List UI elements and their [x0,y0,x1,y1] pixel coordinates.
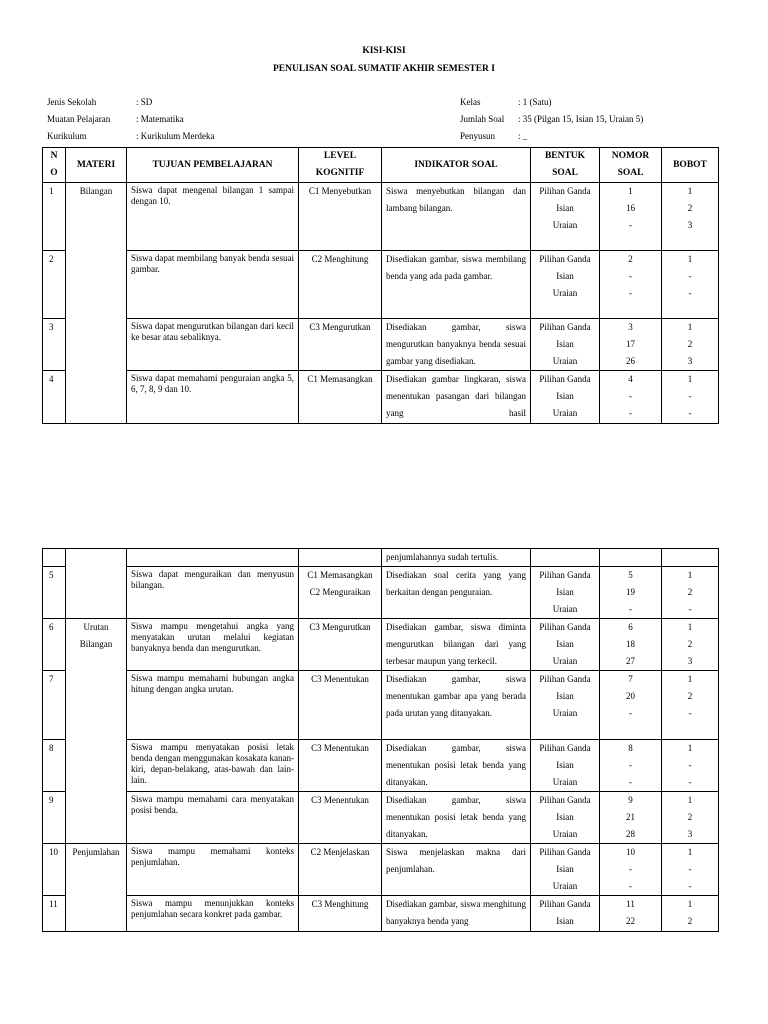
row-no: 7 [43,671,66,740]
indikator-cell: Disediakan gambar, siswa mengurutkan banyaknya benda sesuai gambar yang disediakan. [382,319,531,371]
nomor-cell: 10 - - [600,844,662,896]
indikator-cell: Disediakan gambar, siswa menghitung banyaknya benda yang [382,896,531,932]
meta-kelas-label: Kelas [460,97,481,107]
indikator-cell: Siswa menyebutkan bilangan dan lambang bilangan. [382,183,531,251]
nomor-cell: 6 18 27 [600,619,662,671]
bobot-cell: 1 2 - [662,567,719,619]
level-cell: C3 Menentukan [299,792,382,844]
nomor-cell: 5 19 - [600,567,662,619]
materi-cell [66,549,127,619]
header-bentuk: BENTUK SOAL [531,148,600,183]
tujuan-cell: Siswa mampu memahami hubungan angka hitung dengan angka urutan. [127,671,299,740]
row-no [43,549,66,567]
bobot-cell: 1 2 - [662,671,719,740]
row-no: 9 [43,792,66,844]
level-cell: C2 Menjelaskan [299,844,382,896]
bobot-cell: 1 - - [662,740,719,792]
meta-jumlah-value: : 35 (Pilgan 15, Isian 15, Uraian 5) [518,114,644,124]
bobot-cell: 1 2 [662,896,719,932]
bentuk-cell: Pilihan Ganda Isian Uraian [531,319,600,371]
indikator-cell: Disediakan gambar, siswa menentukan posisi letak benda yang ditanyakan. [382,740,531,792]
bobot-cell: 1 2 3 [662,319,719,371]
meta-penyusun-label: Penyusun [460,131,496,141]
header-indikator: INDIKATOR SOAL [382,148,531,183]
nomor-cell: 8 - - [600,740,662,792]
level-cell: C1 Menyebutkan [299,183,382,251]
nomor-cell: 1 16 - [600,183,662,251]
bobot-cell: 1 2 3 [662,183,719,251]
document-subtitle: PENULISAN SOAL SUMATIF AKHIR SEMESTER I [273,64,495,74]
bentuk-cell: Pilihan Ganda Isian Uraian [531,251,600,319]
bentuk-cell: Pilihan Ganda Isian Uraian [531,567,600,619]
row-no: 4 [43,371,66,424]
table-row [43,567,719,619]
table-row [43,671,719,740]
nomor-cell: 7 20 - [600,671,662,740]
level-cell: C3 Menentukan [299,671,382,740]
table-row [43,619,719,671]
tujuan-cell: Siswa mampu menunjukkan konteks penjumlahan secara konkret pada gambar. [127,896,299,932]
row-no: 8 [43,740,66,792]
meta-kurikulum-label: Kurikulum [47,131,87,141]
materi-cell: Bilangan [66,183,127,424]
bentuk-cell: Pilihan Ganda Isian Uraian [531,371,600,424]
row-no: 3 [43,319,66,371]
bobot-cell: 1 - - [662,371,719,424]
bobot-cell: 1 - - [662,844,719,896]
meta-kelas-value: : 1 (Satu) [518,97,552,107]
bentuk-cell: Pilihan Ganda Isian Uraian [531,619,600,671]
header-nomor: NOMOR SOAL [600,148,662,183]
tujuan-cell: Siswa dapat mengurutkan bilangan dari kecil ke besar atau sebaliknya. [127,319,299,371]
tujuan-cell: Siswa mampu mengetahui angka yang menyatakan urutan melalui kegiatan banyaknya benda dan mengurutkan. [127,619,299,671]
meta-muatan-value: : Matematika [136,114,184,124]
meta-muatan-label: Muatan Pelajaran [47,114,111,124]
bentuk-cell: Pilihan Ganda Isian Uraian [531,792,600,844]
bobot-cell [662,549,719,567]
row-no: 10 [43,844,66,896]
materi-cell: Urutan Bilangan [66,619,127,844]
indikator-cell: Disediakan gambar, siswa menentukan gambar apa yang berada pada urutan yang ditanyakan. [382,671,531,740]
row-no: 11 [43,896,66,932]
row-no: 6 [43,619,66,671]
document-title: KISI-KISI [362,46,406,56]
row-no: 5 [43,567,66,619]
indikator-cell: penjumlahannya sudah tertulis. [382,549,531,567]
nomor-cell: 9 21 28 [600,792,662,844]
meta-kurikulum-value: : Kurikulum Merdeka [136,131,215,141]
table-row [43,319,719,371]
level-cell [299,549,382,567]
meta-jumlah-label: Jumlah Soal [460,114,505,124]
tujuan-cell: Siswa dapat memahami penguraian angka 5, 6, 7, 8, 9 dan 10. [127,371,299,424]
meta-jenis-value: : SD [136,97,153,107]
level-cell: C3 Mengurutkan [299,619,382,671]
tujuan-cell: Siswa dapat menguraikan dan menyusun bilangan. [127,567,299,619]
bentuk-cell [531,549,600,567]
tujuan-cell: Siswa mampu memahami konteks penjumlahan. [127,844,299,896]
table-row [43,844,719,896]
materi-cell: Penjumlahan [66,844,127,932]
indikator-cell: Disediakan gambar, siswa membilang benda yang ada pada gambar. [382,251,531,319]
tujuan-cell [127,549,299,567]
nomor-cell: 3 17 26 [600,319,662,371]
bentuk-cell: Pilihan Ganda Isian Uraian [531,671,600,740]
kisi-table-page1 [42,147,719,424]
kisi-table-page2 [42,548,719,932]
nomor-cell: 11 22 [600,896,662,932]
bobot-cell: 1 2 3 [662,619,719,671]
table-row [43,792,719,844]
row-no: 2 [43,251,66,319]
tujuan-cell: Siswa mampu memahami cara menyatakan posisi benda. [127,792,299,844]
indikator-cell: Disediakan gambar, siswa diminta mengurutkan bilangan dari yang terbesar maupun yang terkecil. [382,619,531,671]
header-no: N O [43,148,66,183]
tujuan-cell: Siswa mampu menyatakan posisi letak benda dengan menggunakan kosakata kanan-kiri, depan-belakang, atas-bawah dan lain-lain. [127,740,299,792]
header-tujuan: TUJUAN PEMBELAJARAN [127,148,299,183]
bentuk-cell: Pilihan Ganda Isian Uraian [531,844,600,896]
indikator-cell: Disediakan gambar, siswa menentukan posisi letak benda yang ditanyakan. [382,792,531,844]
level-cell: C3 Mengurutkan [299,319,382,371]
meta-penyusun-value: : _ [518,131,528,141]
table-row [43,183,719,251]
bentuk-cell: Pilihan Ganda Isian [531,896,600,932]
level-cell: C3 Menentukan [299,740,382,792]
tujuan-cell: Siswa dapat membilang banyak benda sesuai gambar. [127,251,299,319]
indikator-cell: Disediakan soal cerita yang yang berkaitan dengan penguraian. [382,567,531,619]
table-header-row [43,148,719,183]
table-row [43,740,719,792]
table-row [43,896,719,932]
tujuan-cell: Siswa dapat mengenal bilangan 1 sampai dengan 10. [127,183,299,251]
level-cell: C2 Menghitung [299,251,382,319]
header-materi: MATERI [66,148,127,183]
indikator-cell: Disediakan gambar lingkaran, siswa menentukan pasangan dari bilangan yang hasil [382,371,531,424]
header-bobot: BOBOT [662,148,719,183]
nomor-cell: 2 - - [600,251,662,319]
nomor-cell: 4 - - [600,371,662,424]
header-level: LEVEL KOGNITIF [299,148,382,183]
level-cell: C1 Memasangkan [299,371,382,424]
level-cell: C1 Memasangkan C2 Menguraikan [299,567,382,619]
bentuk-cell: Pilihan Ganda Isian Uraian [531,740,600,792]
bobot-cell: 1 - - [662,251,719,319]
indikator-cell: Siswa menjelaskan makna dari penjumlahan. [382,844,531,896]
table-row [43,251,719,319]
table-row [43,549,719,567]
nomor-cell [600,549,662,567]
table-row [43,371,719,424]
row-no: 1 [43,183,66,251]
bentuk-cell: Pilihan Ganda Isian Uraian [531,183,600,251]
bobot-cell: 1 2 3 [662,792,719,844]
level-cell: C3 Menghitung [299,896,382,932]
meta-jenis-label: Jenis Sekolah [47,97,97,107]
